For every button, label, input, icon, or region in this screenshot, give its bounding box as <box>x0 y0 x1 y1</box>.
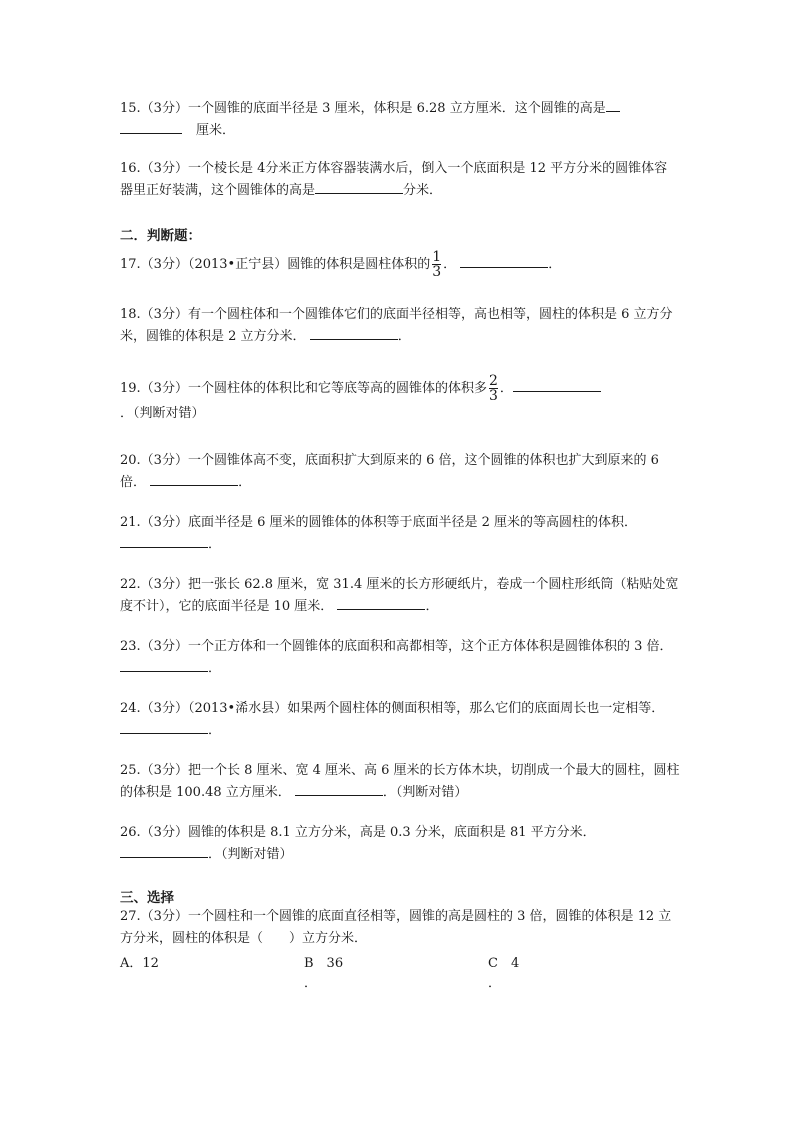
question-text: 22.（3分）把一张长 62.8 厘米，宽 31.4 厘米的长方形硬纸片，卷成一个圆柱形纸筒（粘贴处宽度不计），它的底面半径是 10 厘米． <box>120 577 679 614</box>
answer-blank[interactable] <box>150 473 238 486</box>
question-text: 18.（3分）有一个圆柱体和一个圆锥体它们的底面半径相等，高也相等，圆柱的体积是 6 立方分米，圆锥的体积是 2 立方分米． <box>120 307 673 344</box>
question-17 <box>120 250 680 279</box>
question-text: 24.（3分）（2013•浠水县）如果两个圆柱体的侧面积相等，那么它们的底面周长也一定相等． <box>120 701 665 716</box>
section-heading-choice: 三、选择 <box>120 890 174 906</box>
section-heading-judge: 二．判断题： <box>120 228 201 244</box>
question-24 <box>120 698 680 742</box>
fraction-numerator: 1 <box>432 249 442 265</box>
question-tail: ．（判断对错） <box>120 406 205 421</box>
question-suffix: ． <box>208 661 222 676</box>
question-16 <box>120 158 680 202</box>
answer-blank[interactable] <box>606 99 620 112</box>
question-text: 17.（3分）（2013•正宁县）圆锥的体积是圆柱体积的 <box>120 257 431 272</box>
question-suffix: ． <box>208 723 222 738</box>
answer-blank[interactable] <box>310 327 398 340</box>
answer-blank[interactable] <box>120 659 208 672</box>
fraction <box>431 250 442 279</box>
fraction-numerator: 2 <box>488 373 498 389</box>
option-b-dot: ． <box>304 976 318 991</box>
question-suffix: ． <box>208 537 222 552</box>
answer-blank[interactable] <box>337 597 425 610</box>
question-suffix: ．（判断对错） <box>382 785 468 800</box>
fraction-denominator: 3 <box>432 264 442 280</box>
question-text: 15.（3分）一个圆锥的底面半径是 3 厘米，体积是 6.28 立方厘米．这个圆锥的高是 <box>120 101 606 116</box>
fraction <box>488 374 499 403</box>
question-text: 21.（3分）底面半径是 6 厘米的圆锥体的体积等于底面半径是 2 厘米的等高圆柱的体积． <box>120 515 638 530</box>
question-19 <box>120 374 680 425</box>
question-25 <box>120 760 680 804</box>
answer-blank[interactable] <box>120 121 182 134</box>
question-27 <box>120 906 680 950</box>
question-text: 23.（3分）一个正方体和一个圆锥体的底面积和高都相等，这个正方体体积是圆锥体积的 3 倍． <box>120 639 673 654</box>
question-text: 16.（3分）一个棱长是 4分米正方体容器装满水后，倒入一个底面积是 12 平方分米的圆锥体容器里正好装满，这个圆锥体的高是 <box>120 161 668 198</box>
option-b[interactable]: B 36 <box>304 956 344 971</box>
answer-blank[interactable] <box>295 783 383 796</box>
option-c[interactable]: C 4 <box>488 956 520 971</box>
question-suffix: ． <box>499 381 513 396</box>
option-a[interactable]: A．12 <box>120 956 159 971</box>
question-26 <box>120 822 680 866</box>
question-suffix: 分米． <box>403 183 443 198</box>
question-23 <box>120 636 680 680</box>
question-suffix: 厘米． <box>196 123 236 138</box>
question-18 <box>120 304 680 348</box>
question-text: 25.（3分）把一个长 8 厘米、宽 4 厘米、高 6 厘米的长方体木块，切削成一个最大的圆柱，圆柱的体积是 100.48 立方厘米． <box>120 763 680 800</box>
answer-blank[interactable] <box>120 721 208 734</box>
question-text: 19.（3分）一个圆柱体的体积比和它等底等高的圆锥体的体积多 <box>120 381 487 396</box>
question-20 <box>120 450 680 494</box>
answer-blank[interactable] <box>513 379 601 392</box>
question-22 <box>120 574 680 618</box>
question-suffix: ． <box>443 257 457 272</box>
answer-blank[interactable] <box>460 255 548 268</box>
answer-blank[interactable] <box>120 535 208 548</box>
answer-options <box>120 952 680 992</box>
question-tail: ． <box>548 257 562 272</box>
option-c-dot: ． <box>488 976 502 991</box>
question-21 <box>120 512 680 556</box>
fraction-denominator: 3 <box>488 388 498 404</box>
answer-blank[interactable] <box>120 845 208 858</box>
question-suffix: ． <box>425 599 439 614</box>
answer-blank[interactable] <box>315 181 403 194</box>
question-suffix: ． <box>397 329 411 344</box>
question-text: 27.（3分）一个圆柱和一个圆锥的底面直径相等，圆锥的高是圆柱的 3 倍，圆锥的体积是 12 立方分米，圆柱的体积是（ ）立方分米． <box>120 909 672 946</box>
question-suffix: ．（判断对错） <box>208 847 293 862</box>
question-text: 20.（3分）一个圆锥体高不变，底面积扩大到原来的 6 倍，这个圆锥的体积也扩大到原来的 6 倍． <box>120 453 659 490</box>
question-15 <box>120 98 680 142</box>
question-text: 26.（3分）圆锥的体积是 8.1 立方分米，高是 0.3 分米，底面积是 81 平方分米． <box>120 825 596 840</box>
question-suffix: ． <box>238 475 252 490</box>
